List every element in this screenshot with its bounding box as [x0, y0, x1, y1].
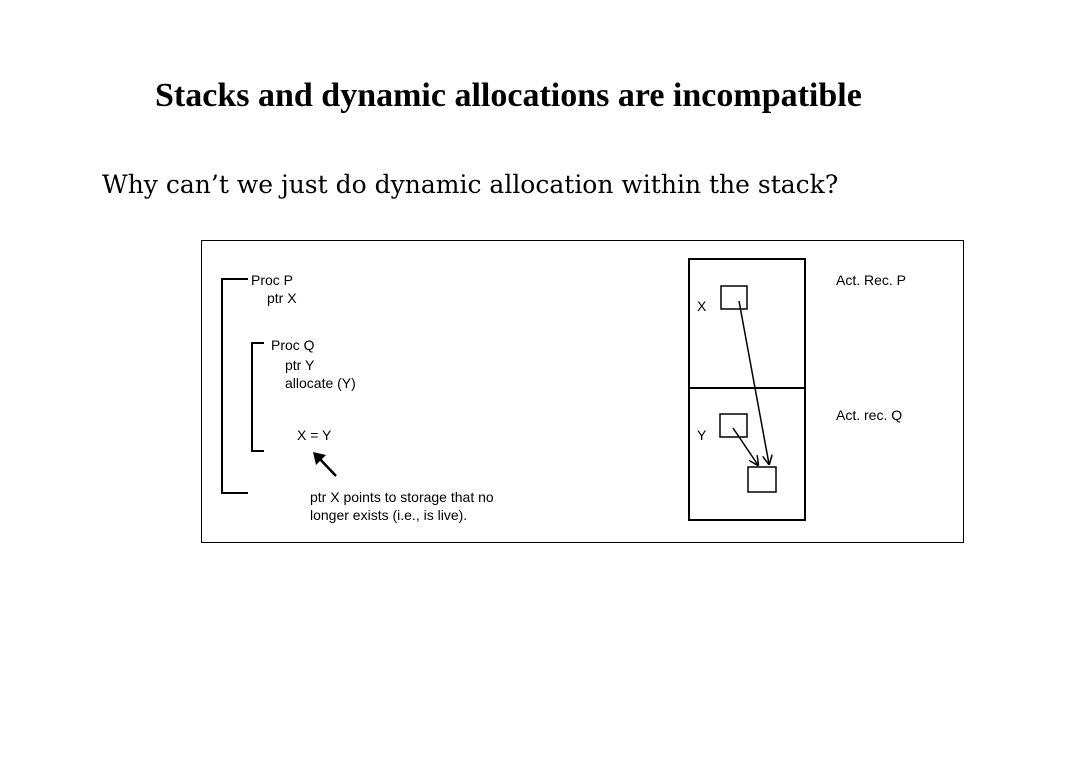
- ptr-y-declaration: ptr Y: [285, 357, 315, 373]
- pointer-x-arrow: [739, 301, 769, 464]
- allocated-storage-cell: [748, 467, 776, 492]
- proc-q-bracket: [252, 343, 264, 451]
- activation-record-q-label: Act. rec. Q: [836, 407, 903, 423]
- proc-q-label: Proc Q: [271, 337, 315, 353]
- dangling-pointer-note-line2: longer exists (i.e., is live).: [310, 507, 468, 523]
- dangling-pointer-note-line1: ptr X points to storage that no: [310, 489, 494, 505]
- activation-record-p-label: Act. Rec. P: [836, 272, 907, 288]
- pointer-y-cell: [720, 414, 747, 437]
- allocate-statement: allocate (Y): [285, 375, 356, 391]
- proc-p-label: Proc P: [251, 272, 294, 288]
- slide-title: Stacks and dynamic allocations are incompatible: [155, 77, 862, 114]
- proc-p-bracket: [222, 279, 248, 493]
- pointer-x-cell: [721, 286, 747, 309]
- stack-label-x: X: [697, 298, 707, 314]
- slide-subtitle: Why can’t we just do dynamic allocation within the stack?: [102, 170, 839, 199]
- assignment-statement: X = Y: [297, 427, 332, 443]
- ptr-x-declaration: ptr X: [267, 290, 297, 306]
- pointer-y-arrow: [733, 428, 758, 465]
- stack-label-y: Y: [697, 427, 707, 443]
